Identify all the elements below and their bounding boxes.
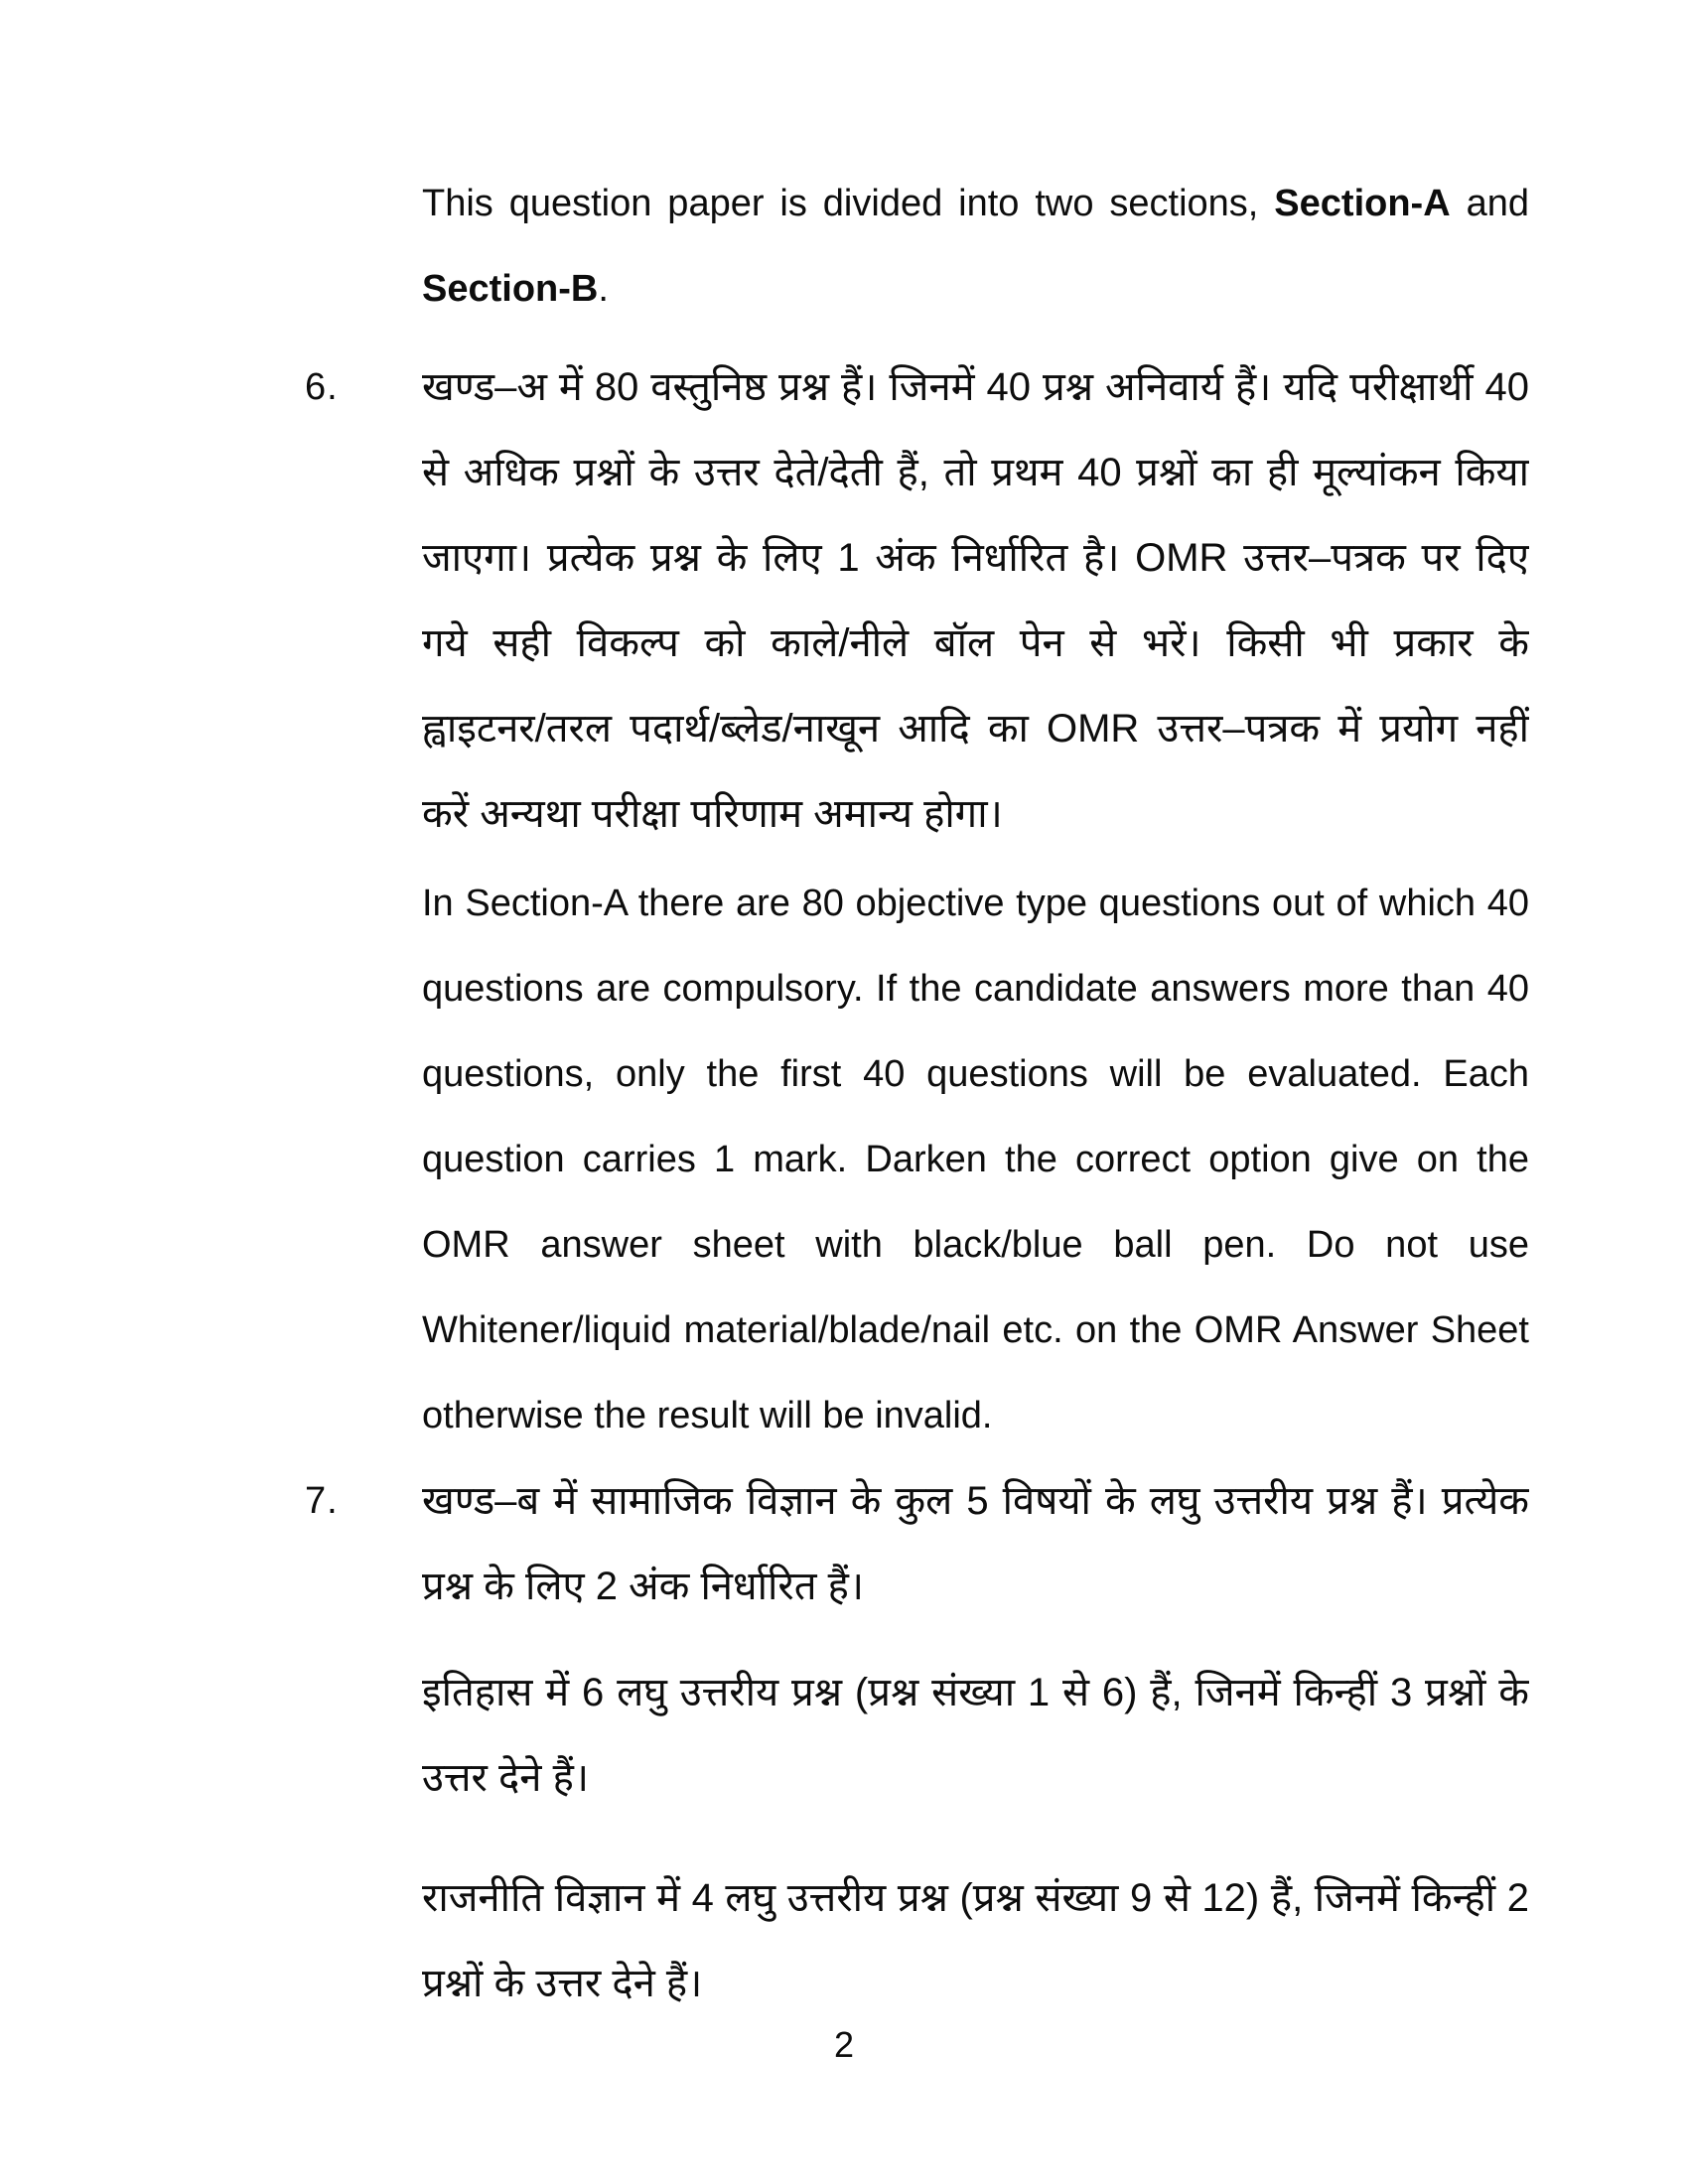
- text-line: जाएगा। प्रत्येक प्रश्न के लिए 1 अंक निर्धारित है। OMR उत्तर–पत्रक पर दिए: [422, 536, 1529, 580]
- instruction-7-polsci: [305, 1855, 1529, 2026]
- text-line: प्रश्नों के उत्तर देने हैं।: [422, 1962, 703, 2005]
- instruction-7-number: 7.: [305, 1480, 339, 1522]
- intro-text-tail: and: [1450, 183, 1529, 224]
- text-line: questions, only the first 40 questions will be evaluated. Each: [422, 1053, 1529, 1095]
- text-line: OMR answer sheet with black/blue ball pen. Do not use: [422, 1224, 1529, 1266]
- page-content: [305, 161, 1529, 2026]
- intro-period: .: [598, 268, 609, 310]
- text-line: In Section-A there are 80 objective type questions out of which 40: [422, 883, 1529, 924]
- text-line: otherwise the result will be invalid.: [422, 1395, 993, 1436]
- text-line: उत्तर देने हैं।: [422, 1756, 589, 1800]
- intro-line-2: [422, 246, 1529, 332]
- instruction-6-number: 6.: [305, 366, 339, 408]
- text-line: राजनीति विज्ञान में 4 लघु उत्तरीय प्रश्न (प्रश्न संख्या 9 से 12) हैं, जिनमें किन्हीं 2: [422, 1876, 1529, 1920]
- section-a-label: Section-A: [1274, 183, 1451, 224]
- intro-paragraph: [305, 161, 1529, 332]
- instruction-7-hindi: [305, 1458, 1529, 1629]
- intro-text: This question paper is divided into two sections,: [422, 183, 1275, 224]
- section-b-label: Section-B: [422, 268, 599, 310]
- text-line: खण्ड–ब में सामाजिक विज्ञान के कुल 5 विषयों के लघु उत्तरीय प्रश्न हैं। प्रत्येक: [422, 1479, 1529, 1523]
- text-line: Whitener/liquid material/blade/nail etc. on the OMR Answer Sheet: [422, 1309, 1529, 1351]
- intro-line-1: [422, 161, 1529, 246]
- text-line: करें अन्यथा परीक्षा परिणाम अमान्य होगा।: [422, 792, 1003, 836]
- page-number: 2: [833, 2024, 855, 2065]
- text-line: गये सही विकल्प को काले/नीले बॉल पेन से भरें। किसी भी प्रकार के: [422, 621, 1529, 665]
- text-line: ह्वाइटनर/तरल पदार्थ/ब्लेड/नाखून आदि का OMR उत्तर–पत्रक में प्रयोग नहीं: [422, 707, 1529, 751]
- text-line: से अधिक प्रश्नों के उत्तर देते/देती हैं, तो प्रथम 40 प्रश्नों का ही मूल्यांकन किया: [422, 451, 1529, 494]
- text-line: प्रश्न के लिए 2 अंक निर्धारित हैं।: [422, 1565, 865, 1608]
- text-line: question carries 1 mark. Darken the correct option give on the: [422, 1139, 1529, 1180]
- text-line: इतिहास में 6 लघु उत्तरीय प्रश्न (प्रश्न संख्या 1 से 6) हैं, जिनमें किन्हीं 3 प्रश्नों के: [422, 1671, 1529, 1714]
- text-line: खण्ड–अ में 80 वस्तुनिष्ठ प्रश्न हैं। जिनमें 40 प्रश्न अनिवार्य हैं। यदि परीक्षार्थी 40: [422, 365, 1529, 409]
- text-line: questions are compulsory. If the candidate answers more than 40: [422, 968, 1529, 1010]
- instruction-6-hindi: [305, 344, 1529, 857]
- instruction-6-english: [305, 861, 1529, 1458]
- instruction-7-history: [305, 1650, 1529, 1821]
